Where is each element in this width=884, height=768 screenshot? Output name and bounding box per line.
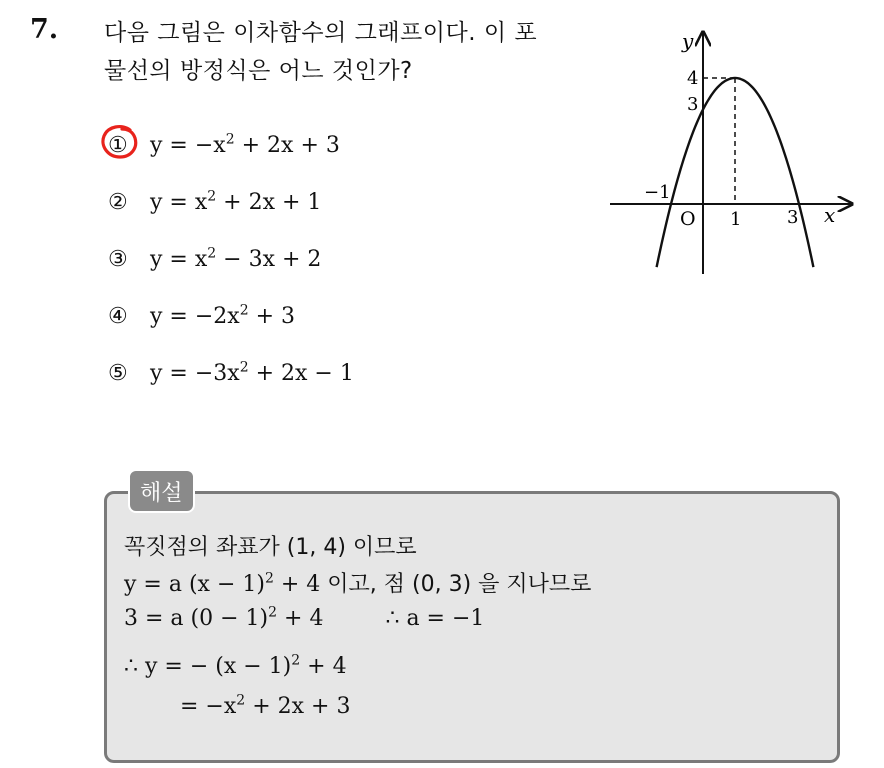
- tick-label-neg1: −1: [644, 182, 671, 203]
- choice-mark: ③: [108, 246, 128, 272]
- choice-equation: $y = x^2 + 2x + 1$: [150, 188, 322, 215]
- tick-label-x3: 3: [787, 207, 799, 228]
- y-axis-label: y: [682, 29, 694, 53]
- choice-equation: $y = -x^2 + 2x + 3$: [150, 131, 340, 158]
- choice-mark: ⑤: [108, 360, 128, 386]
- solution-line-5: = $-x^2 + 2x + 3$: [180, 692, 351, 719]
- question-number: 7.: [30, 14, 59, 45]
- x-axis-label: x: [824, 203, 836, 227]
- solution-line-1: 꼭짓점의 좌표가 (1, 4) 이므로: [124, 535, 417, 560]
- solution-line-2: y = a $(x - 1)^2 + 4$ 이고, 점 (0, 3) 을 지나므로: [124, 570, 592, 597]
- choice-4[interactable]: [108, 299, 295, 333]
- choice-2[interactable]: [108, 185, 321, 219]
- solution-line-4: ∴ y = − $(x - 1)^2 + 4$: [124, 652, 347, 679]
- parabola-graph: [608, 26, 858, 280]
- tick-label-3: 3: [687, 94, 699, 115]
- origin-label: O: [680, 208, 696, 230]
- solution-tag: 해설: [128, 469, 195, 513]
- solution-line-3: 3 = a $(0 - 1)^2 + 4$ ∴ a = −1: [124, 604, 485, 631]
- choice-equation: $y = -2x^2 + 3$: [150, 302, 296, 329]
- question-text-line2: 물선의 방정식은 어느 것인가?: [104, 58, 413, 84]
- choice-mark: ④: [108, 303, 128, 329]
- question-text-line1: 다음 그림은 이차함수의 그래프이다. 이 포: [104, 20, 538, 46]
- choice-equation: $y = x^2 - 3x + 2$: [150, 245, 322, 272]
- tick-label-4: 4: [687, 68, 699, 89]
- choice-mark: ①: [108, 132, 128, 158]
- choice-equation: $y = -3x^2 + 2x - 1$: [150, 359, 354, 386]
- choice-mark: ②: [108, 189, 128, 215]
- choice-1[interactable]: [108, 128, 340, 162]
- answer-circle-mark: [100, 124, 140, 160]
- choice-3[interactable]: [108, 242, 321, 276]
- choice-5[interactable]: [108, 356, 354, 390]
- tick-label-1: 1: [730, 209, 742, 230]
